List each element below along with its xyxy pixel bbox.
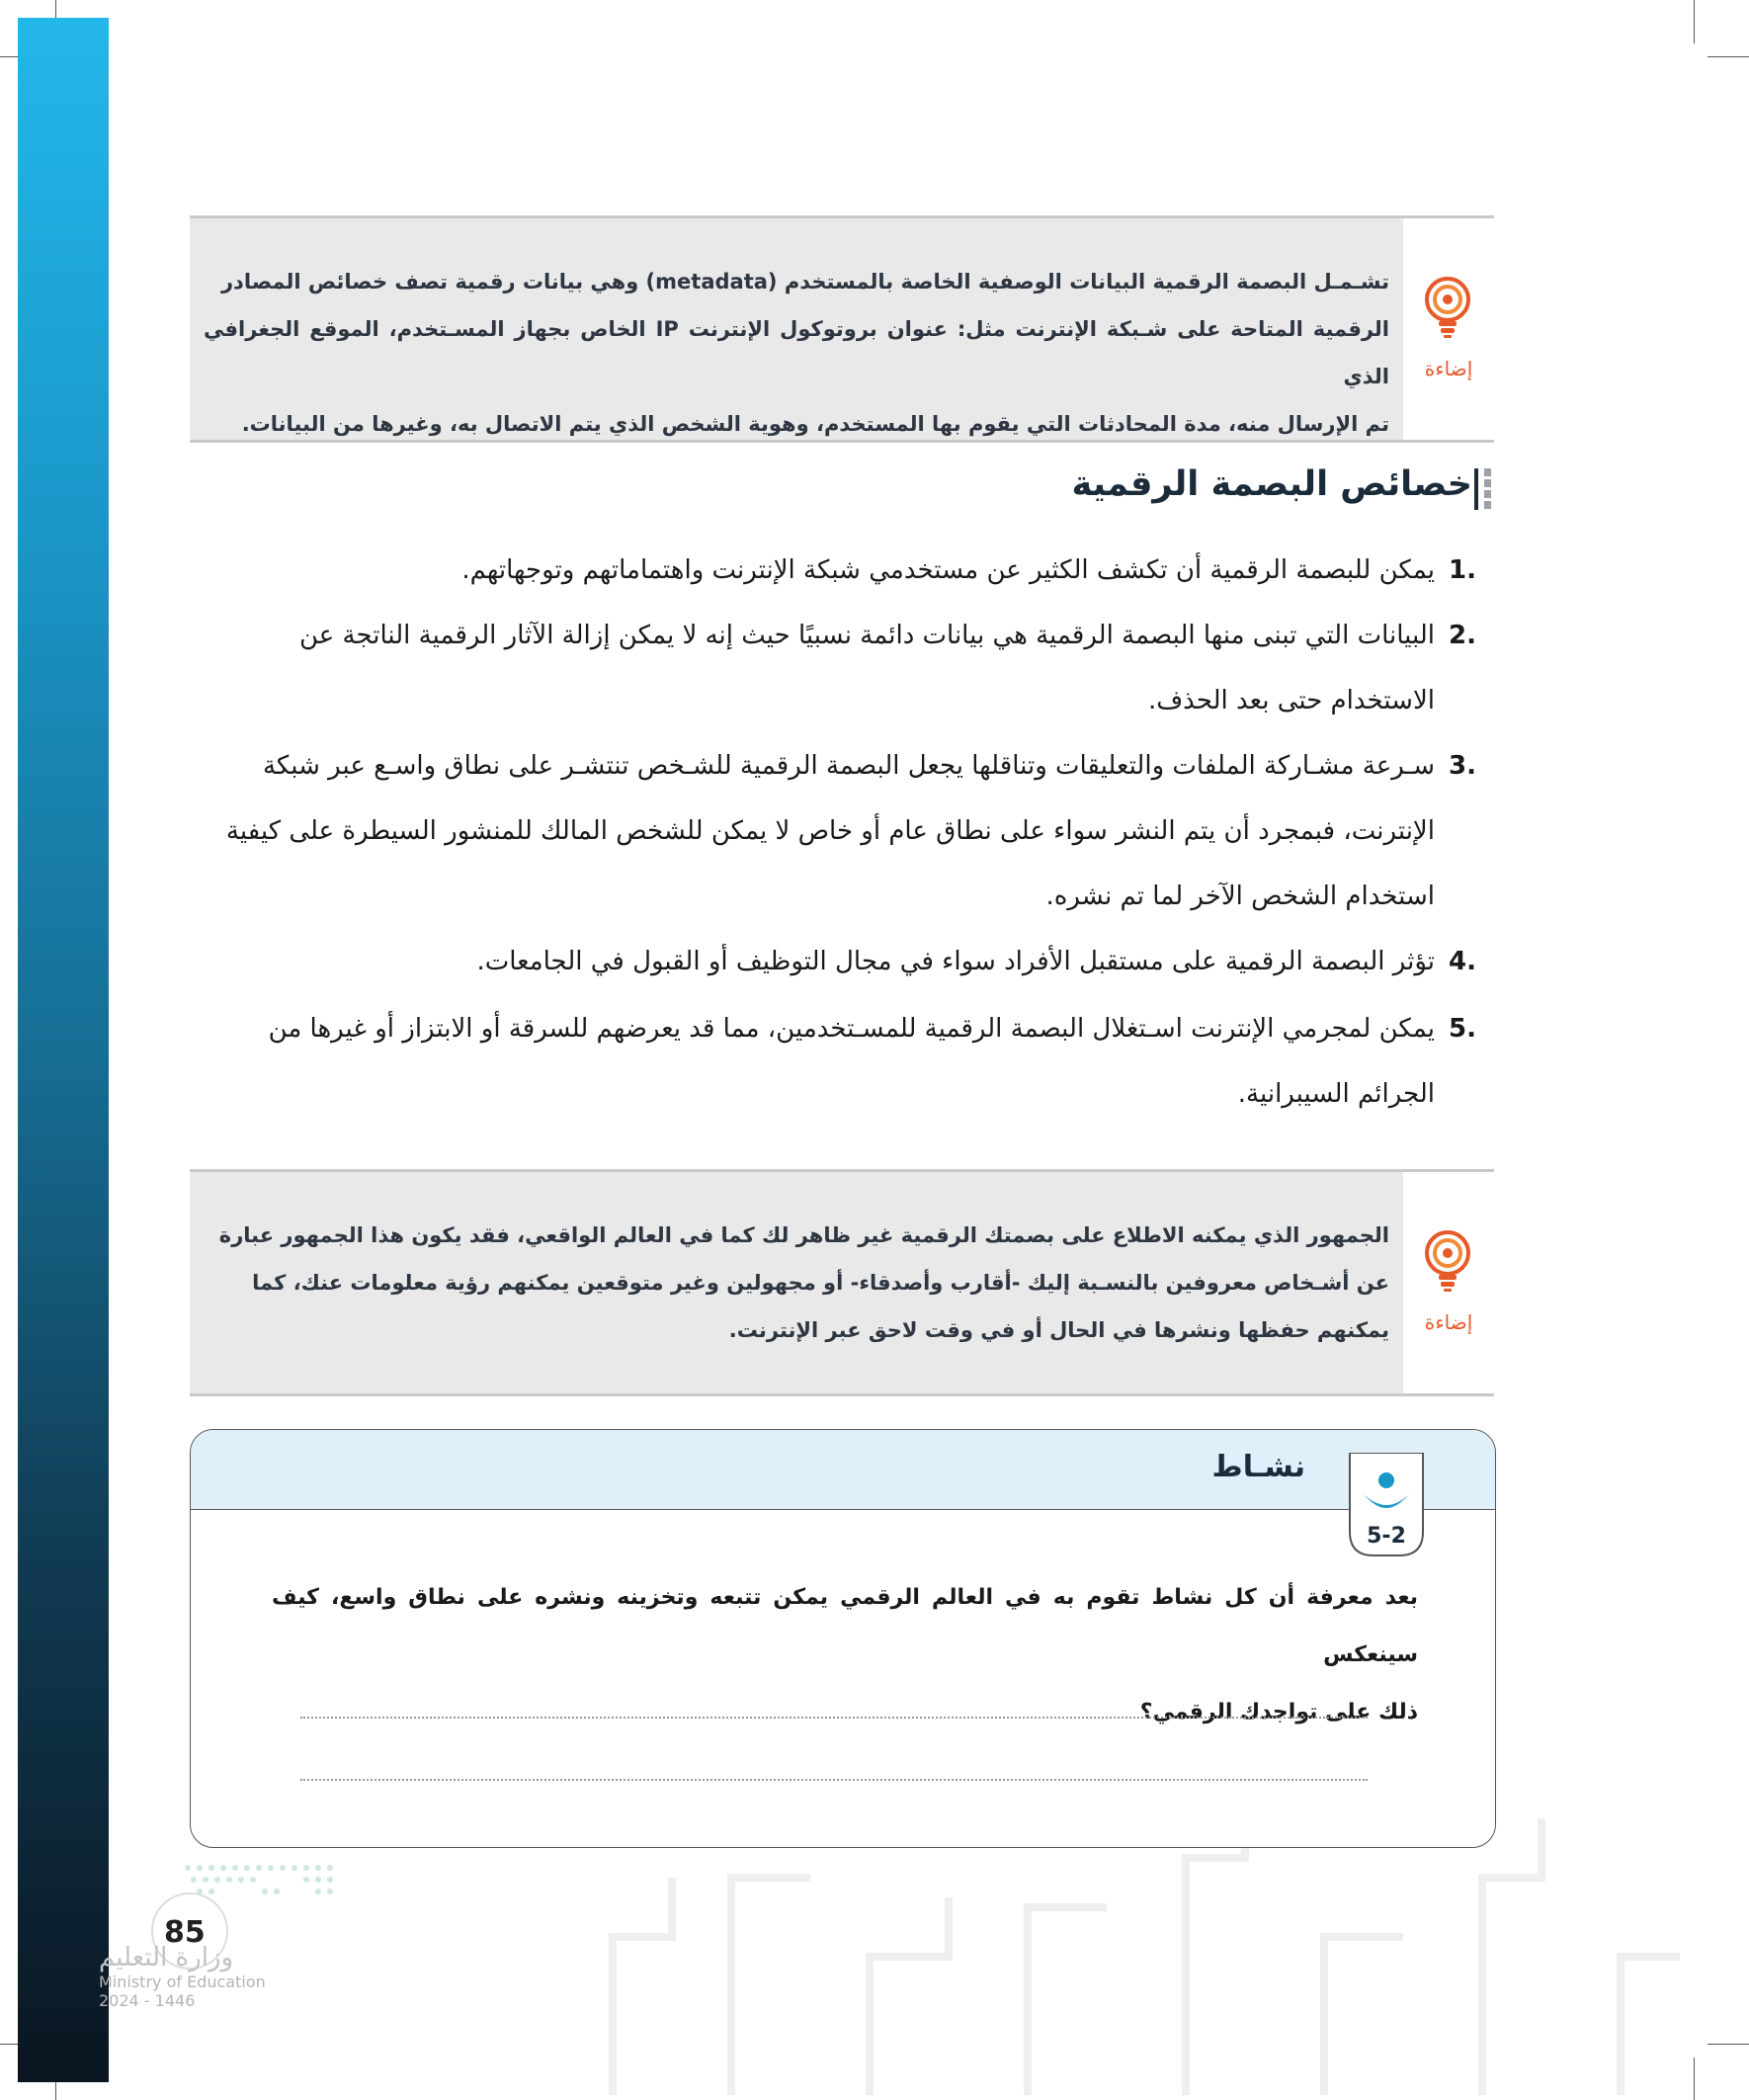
callout-line: تم الإرسال منه، مدة المحادثات التي يقوم بها المستخدم، وهوية الشخص الذي يتم الاتصال به، وغيرها من البيانات. [241,412,1389,436]
page-side-bar [18,18,109,2082]
list-item-line: يمكن لمجرمي الإنترنت اسـتغلال البصمة الرقمية للمسـتخدمين، مما قد يعرضهم للسرقة أو الابتزاز أو غيرها من [268,1014,1435,1044]
lightbulb-gear-icon [1421,276,1474,339]
section-title: خصائص البصمة الرقمية [1071,464,1472,504]
callout-icon-column [1403,1172,1494,1393]
list-item-line: الاستخدام حتى بعد الحذف. [1147,686,1435,715]
callout-line: يمكنهم حفظها ونشرها في الحال أو في وقت لاحق عبر الإنترنت. [728,1318,1389,1342]
lightbulb-gear-icon [1421,1229,1474,1293]
callout-line: تشـمـل البصمة الرقمية البيانات الوصفية الخاصة بالمستخدم (metadata) وهي بيانات رقمية تصف خصائص المصادر [220,270,1389,294]
activity-number: 5-2 [1367,1524,1406,1549]
answer-line[interactable] [300,1717,1368,1719]
callout-text [204,258,1389,448]
list-item-4 [188,929,1476,994]
ministry-years: 2024 - 1446 [99,1991,196,2010]
ministry-name-english: Ministry of Education [99,1973,266,1991]
section-title-marker [1474,468,1494,510]
callout-line: الرقمية المتاحة على شـبكة الإنترنت مثل: عنوان بروتوكول الإنترنت IP الخاص بجهاز المسـتخدم، الموقع الجغرافي الذي [204,317,1390,388]
list-item-number: 2. [1449,621,1476,650]
activity-header [191,1430,1495,1510]
list-item-line: الجرائم السيبرانية. [1237,1079,1435,1109]
crop-mark [1694,0,1695,43]
list-item-1 [188,538,1476,603]
ministry-logo [99,1943,296,2010]
list-item-number: 5. [1449,1014,1476,1044]
list-item-2 [188,603,1476,733]
activity-question-line: بعد معرفة أن كل نشاط تقوم به في العالم الرقمي يمكن تتبعه وتخزينه ونشره على نطاق واسع، كيف سينعكس [272,1585,1418,1667]
callout-line: الجمهور الذي يمكنه الاطلاع على بصمتك الرقمية غير ظاهر لك كما في العالم الواقعي، فقد يكون هذا الجمهور عبارة [218,1223,1389,1247]
list-item-line: استخدام الشخص الآخر لما تم نشره. [1045,882,1435,911]
list-item-line: يمكن للبصمة الرقمية أن تكشف الكثير عن مستخدمي شبكة الإنترنت واهتماماتهم وتوجهاتهم. [461,555,1435,585]
list-item-line: سـرعة مشـاركة الملفات والتعليقات وتناقلها يجعل البصمة الرقمية للشـخص تنتشـر على نطاق واسـع عبر شبكة [262,751,1435,781]
list-item-5 [188,996,1476,1127]
list-item-line: الإنترنت، فبمجرد أن يتم النشر سواء على نطاق عام أو خاص لا يمكن للشخص المالك للمنشور السيطرة على كيفية [225,816,1435,846]
activity-question-line: ذلك على تواجدك الرقمي؟ [1139,1700,1418,1724]
list-item-line: تؤثر البصمة الرقمية على مستقبل الأفراد سواء في مجال التوظيف أو القبول في الجامعات. [476,947,1435,976]
callout-icon-column [1403,218,1494,440]
activity-question [272,1569,1418,1741]
list-item-number: 3. [1449,751,1476,781]
page-number: 85 [164,1915,206,1950]
activity-title: نشـاط [1211,1450,1305,1484]
list-item-number: 1. [1449,555,1476,585]
list-item-number: 4. [1449,947,1476,976]
callout-text [204,1212,1389,1354]
list-item-3 [188,733,1476,929]
callout-label: إضاءة [1424,357,1473,380]
callout-line: عن أشـخاص معروفين بالنسـبة إليك -أقارب وأصدقاء- أو مجهولين وغير متوقعين يمكنهم رؤية معلومات عنك، كما [252,1271,1389,1295]
info-callout-2 [190,1169,1494,1396]
ministry-name-arabic: وزارة التعليم [99,1943,234,1973]
answer-line[interactable] [300,1779,1368,1781]
crop-mark [1707,56,1749,57]
list-item-line: البيانات التي تبنى منها البصمة الرقمية هي بيانات دائمة نسبيًا حيث إنه لا يمكن إزالة الآثار الرقمية الناتجة عن [298,621,1435,650]
callout-label: إضاءة [1424,1310,1473,1334]
info-callout-1 [190,215,1494,443]
